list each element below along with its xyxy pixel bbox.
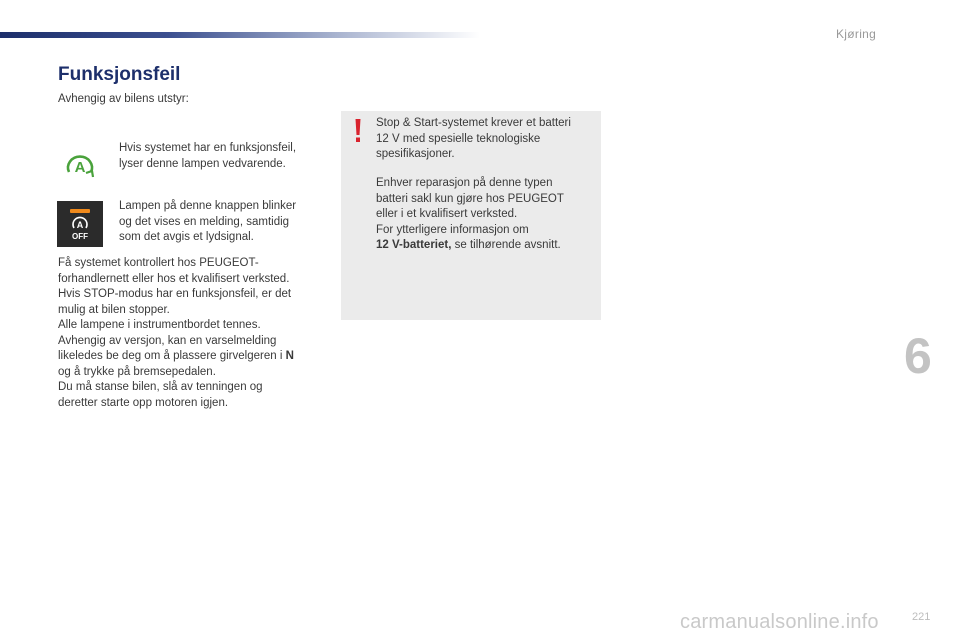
watermark: carmanualsonline.info: [680, 611, 879, 633]
off-label: OFF: [72, 232, 88, 241]
auto-stop-start-icon: [64, 152, 96, 180]
item2-text: Lampen på denne knappen blinker og det vises en melding, samtidig som det avgis et lydsignal.: [119, 200, 297, 243]
chapter-number: 6: [904, 328, 932, 384]
battery-reference: 12 V-batteriet,: [376, 239, 452, 251]
stop-start-off-button-icon: [57, 201, 103, 247]
warning-paragraph-2: Enhver reparasjon på denne typen batteri sakl kun gjøre hos PEUGEOT eller i et kvalifisert verksted. For ytterligere informasjon om 12 V-batteriet, se tilhørende avsnitt.: [376, 177, 564, 251]
intro-text: Avhengig av bilens utstyr:: [58, 93, 189, 105]
header-gradient-bar: [0, 32, 480, 38]
svg-text:A: A: [76, 220, 84, 230]
page-number: 221: [912, 611, 931, 623]
warning-box: [341, 111, 601, 320]
body-text: Få systemet kontrollert hos PEUGEOT- forhandlernett eller hos et kvalifisert verksted. Hvis STOP-modus har en funksjonsfeil, er det mulig at bilen stopper. Alle lampene i instrumentbordet tennes. Avhengig av versjon, kan en varselmelding likeledes be deg om å plassere girvelgeren i N og å trykke på bremsepedalen. Du må stanse bilen, slå av tenningen og deretter starte opp motoren igjen.: [58, 257, 294, 409]
svg-text:A: A: [74, 159, 86, 176]
exclamation-icon: [354, 119, 362, 143]
chapter-name: Kjøring: [836, 27, 877, 41]
gear-letter: N: [285, 350, 294, 362]
warning-paragraph-1: Stop & Start-systemet krever et batteri 12 V med spesielle teknologiske spesifikasjoner.: [376, 117, 571, 160]
item1-text: Hvis systemet har en funksjonsfeil, lyser denne lampen vedvarende.: [119, 142, 297, 170]
section-title: Funksjonsfeil: [58, 64, 181, 85]
